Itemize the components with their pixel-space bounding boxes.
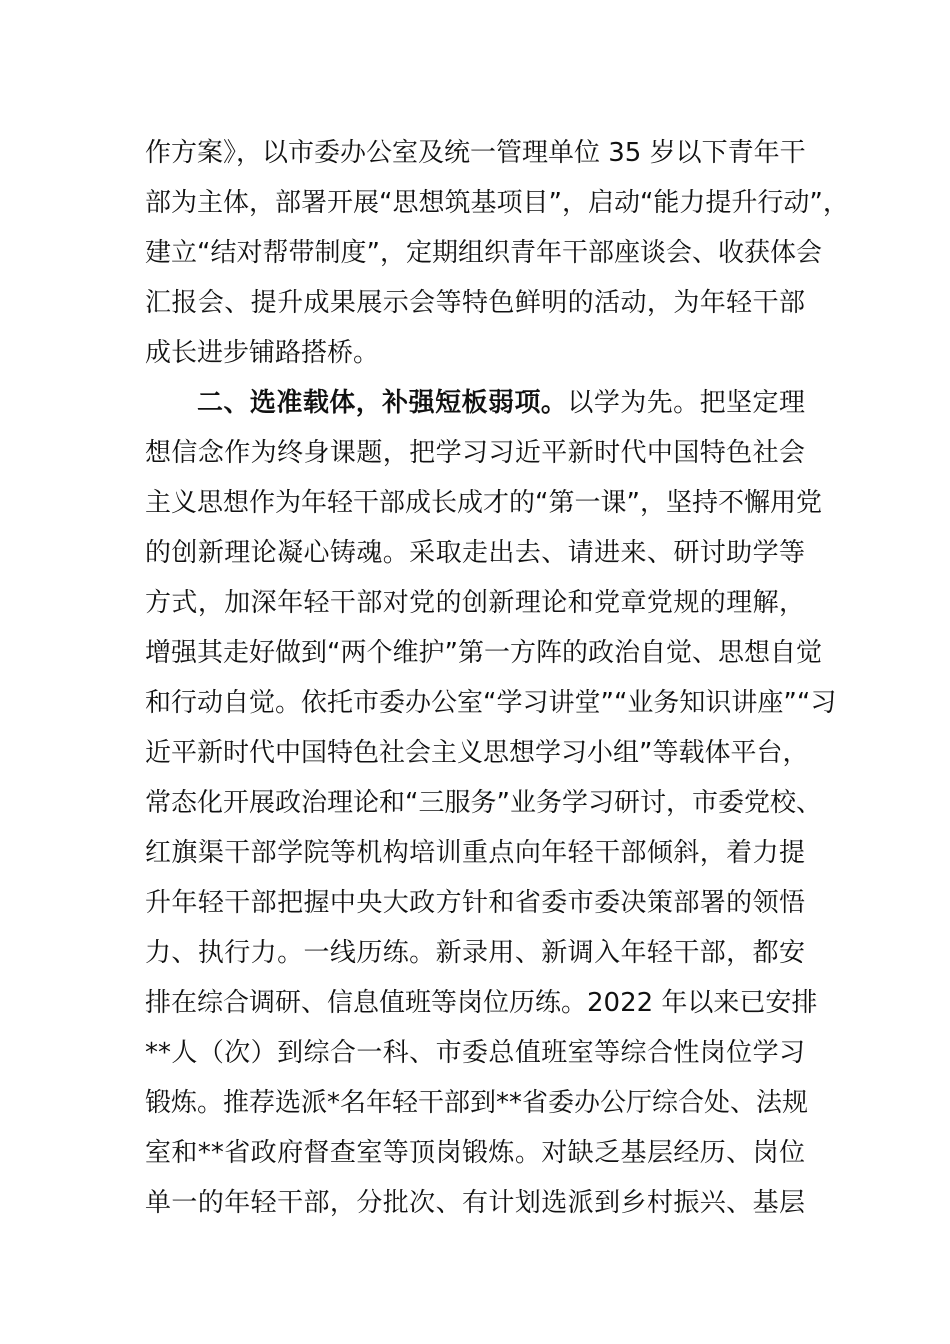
text-line: **人（次）到综合一科、市委总值班室等综合性岗位学习	[145, 1038, 805, 1068]
text-line: 升年轻干部把握中央大政方针和省委市委决策部署的领悟	[145, 888, 805, 918]
section-2-first-line-text: 以学为先。把坚定理	[567, 388, 805, 418]
text-line: 部为主体，部署开展“思想筑基项目”，启动“能力提升行动”，	[145, 188, 849, 218]
text-line: 近平新时代中国特色社会主义思想学习小组”等载体平台，	[145, 738, 809, 768]
text-line: 作方案》，以市委办公室及统一管理单位 35 岁以下青年干	[145, 138, 806, 168]
text-line: 排在综合调研、信息值班等岗位历练。2022 年以来已安排	[145, 988, 818, 1018]
text-line: 单一的年轻干部，分批次、有计划选派到乡村振兴、基层	[145, 1188, 805, 1218]
text-line: 想信念作为终身课题，把学习习近平新时代中国特色社会	[145, 438, 805, 468]
text-line: 红旗渠干部学院等机构培训重点向年轻干部倾斜，着力提	[145, 838, 805, 868]
section-2-first-line	[145, 378, 805, 428]
text-line: 成长进步铺路搭桥。	[145, 338, 380, 368]
text-line: 建立“结对帮带制度”，定期组织青年干部座谈会、收获体会	[145, 238, 822, 268]
text-line: 常态化开展政治理论和“三服务”业务学习研讨，市委党校、	[145, 788, 822, 818]
section-2-heading: 二、选准载体，补强短板弱项。	[197, 388, 568, 418]
text-line: 方式，加深年轻干部对党的创新理论和党章党规的理解，	[145, 588, 805, 618]
text-line: 汇报会、提升成果展示会等特色鲜明的活动，为年轻干部	[145, 288, 805, 318]
text-line: 锻炼。推荐选派*名年轻干部到**省委办公厅综合处、法规	[145, 1088, 809, 1118]
document-body	[145, 128, 849, 1228]
text-line: 力、执行力。一线历练。新录用、新调入年轻干部，都安	[145, 938, 805, 968]
text-line: 的创新理论凝心铸魂。采取走出去、请进来、研讨助学等	[145, 538, 805, 568]
text-line: 和行动自觉。依托市委办公室“学习讲堂”“业务知识讲座”“习	[145, 688, 837, 718]
text-line: 增强其走好做到“两个维护”第一方阵的政治自觉、思想自觉	[145, 638, 822, 668]
text-line: 主义思想作为年轻干部成长成才的“第一课”，坚持不懈用党	[145, 488, 822, 518]
text-line: 室和**省政府督查室等顶岗锻炼。对缺乏基层经历、岗位	[145, 1138, 805, 1168]
